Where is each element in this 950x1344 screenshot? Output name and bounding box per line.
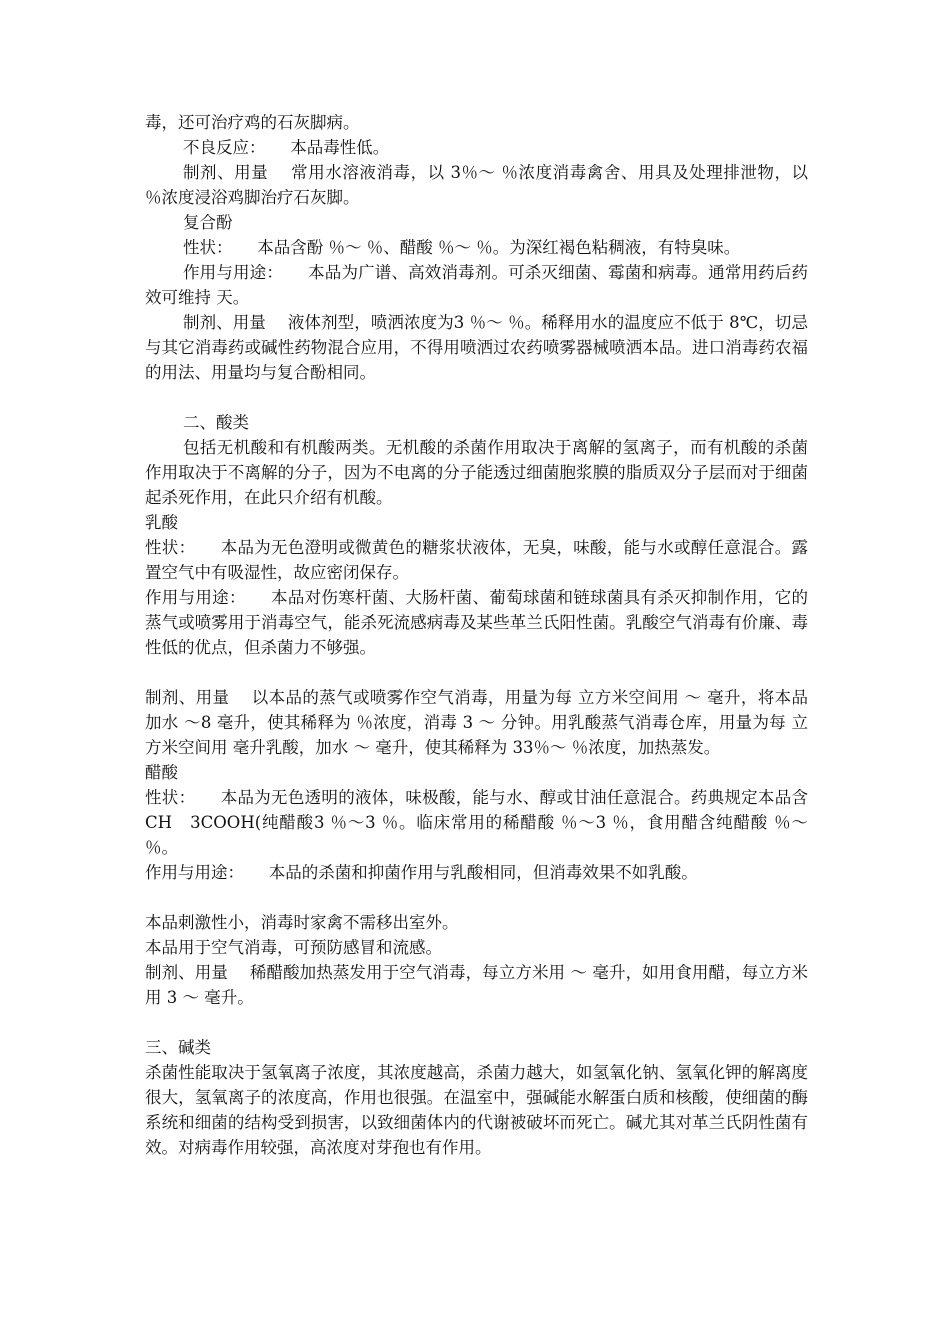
paragraph-16: 性状： 本品为无色透明的液体，味极酸，能与水、醇或甘油任意混合。药典规定本品含 CH 3COOH(纯醋酸3 ％～3 ％。临床常用的稀醋酸 ％～3 ％，食用醋含纯醋酸 ％～ ％。	[145, 788, 808, 857]
heading-acetic-acid: 醋酸	[145, 763, 178, 782]
heading-alkalis: 三、碱类	[145, 1038, 211, 1057]
paragraph-19: 本品刺激性小，消毒时家禽不需移出室外。	[145, 913, 459, 932]
paragraph-4: 性状： 本品含酚 ％～ ％、醋酸 ％～ ％。为深红褐色粘稠液，有特臭味。	[183, 238, 741, 257]
paragraph-21: 制剂、用量 稀醋酸加热蒸发用于空气消毒，每立方米用 ～ 毫升，如用食用醋，每立方米用 3 ～ 毫升。	[145, 963, 808, 1007]
paragraph-17: 作用与用途： 本品的杀菌和抑菌作用与乳酸相同，但消毒效果不如乳酸。	[145, 863, 698, 882]
paragraph-5: 作用与用途： 本品为广谱、高效消毒剂。可杀灭细菌、霉菌和病毒。通常用药后药效可维持 天。	[145, 263, 808, 307]
paragraph-11: 性状： 本品为无色澄明或微黄色的糖浆状液体，无臭，味酸，能与水或醇任意混合。露置空气中有吸湿性，故应密闭保存。	[145, 538, 808, 582]
paragraph-2: 制剂、用量 常用水溶液消毒，以 3％～ ％浓度消毒禽舍、用具及处理排泄物，以 ％浓度浸浴鸡脚治疗石灰脚。	[145, 163, 808, 207]
paragraph-0: 毒，还可治疗鸡的石灰脚病。	[145, 113, 360, 132]
blank-line	[145, 1010, 808, 1035]
paragraph-1: 不良反应： 本品毒性低。	[183, 138, 390, 157]
paragraph-12: 作用与用途： 本品对伤寒杆菌、大肠杆菌、葡萄球菌和链球菌具有杀灭抑制作用，它的蒸气或喷雾用于消毒空气，能杀死流感病毒及某些革兰氏阳性菌。乳酸空气消毒有价廉、毒性低的优点，但杀菌力不够强。	[145, 588, 808, 657]
heading-lactic-acid: 乳酸	[145, 513, 178, 532]
heading-acids: 二、酸类	[183, 413, 249, 432]
paragraph-6: 制剂、用量 液体剂型，喷洒浓度为3 ％～ ％。稀释用水的温度应不低于 8℃，切忌与其它消毒药或碱性药物混合应用，不得用喷洒过农药喷雾器械喷洒本品。进口消毒药农福的用法、用量均与复合酚相同。	[145, 313, 808, 382]
blank-line	[145, 885, 808, 910]
blank-line	[145, 385, 808, 410]
blank-line	[145, 660, 808, 685]
paragraph-24: 杀菌性能取决于氢氧离子浓度，其浓度越高，杀菌力越大，如氢氧化钠、氢氧化钾的解离度很大，氢氧离子的浓度高，作用也很强。在温室中，强碱能水解蛋白质和核酸，使细菌的酶系统和细菌的结构受到损害，以致细菌体内的代谢被破坏而死亡。碱尤其对革兰氏阴性菌有效。对病毒作用较强，高浓度对芽孢也有作用。	[145, 1063, 808, 1157]
paragraph-14: 制剂、用量 以本品的蒸气或喷雾作空气消毒，用量为每 立方米空间用 ～ 毫升，将本品加水 ～8 毫升，使其稀释为 ％浓度，消毒 3 ～ 分钟。用乳酸蒸气消毒仓库，用量为每 立方米空间用 毫升乳酸，加水 ～ 毫升，使其稀释为 33％～ ％浓度，加热蒸发。	[145, 688, 808, 757]
document-page	[145, 110, 808, 1160]
paragraph-20: 本品用于空气消毒，可预防感冒和流感。	[145, 938, 442, 957]
heading-compound-phenol: 复合酚	[183, 213, 233, 232]
paragraph-9: 包括无机酸和有机酸两类。无机酸的杀菌作用取决于离解的氢离子，而有机酸的杀菌作用取决于不离解的分子，因为不电离的分子能透过细菌胞浆膜的脂质双分子层而对于细菌起杀死作用，在此只介绍有机酸。	[145, 438, 808, 507]
